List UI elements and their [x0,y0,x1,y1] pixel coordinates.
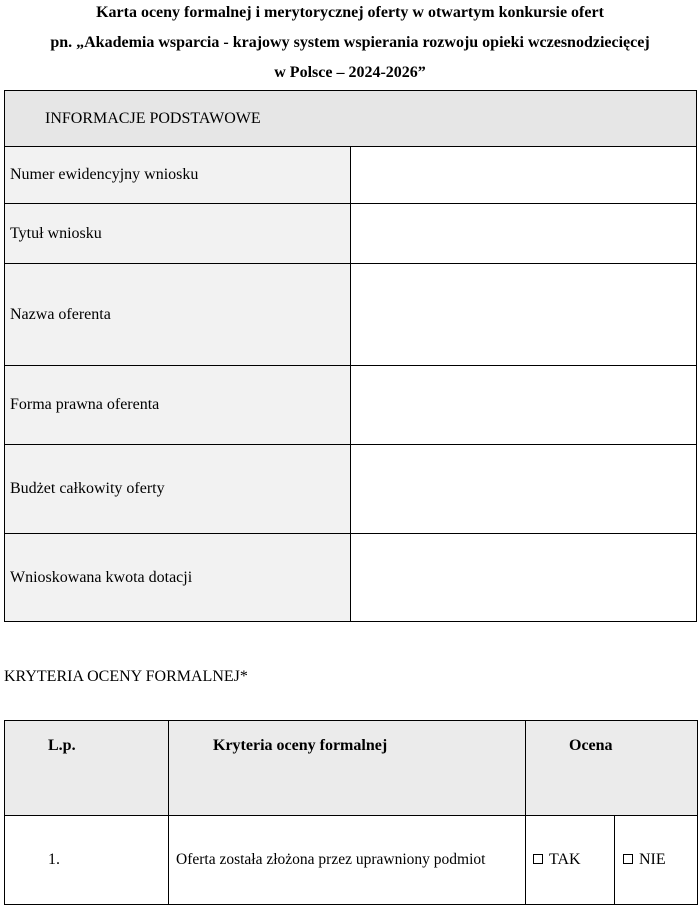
option-yes[interactable] [526,816,615,905]
header-rating: Ocena [526,721,698,816]
field-requested-amount[interactable] [351,534,697,622]
label-application-number: Numer ewidencyjny wniosku [5,147,351,204]
title-line-3: w Polsce – 2024-2026” [274,64,426,81]
label-legal-form: Forma prawna oferenta [5,366,351,445]
basic-info-header: INFORMACJE PODSTAWOWE [5,91,697,147]
header-lp: L.p. [5,721,169,816]
basic-info-table [4,90,697,622]
header-criteria: Kryteria oceny formalnej [169,721,526,816]
field-legal-form[interactable] [351,366,697,445]
label-total-budget: Budżet całkowity oferty [5,445,351,534]
checkbox-icon[interactable] [623,854,633,864]
field-applicant-name[interactable] [351,264,697,366]
label-requested-amount: Wnioskowana kwota dotacji [5,534,351,622]
option-no[interactable] [615,816,698,905]
field-application-number[interactable] [351,147,697,204]
field-application-title[interactable] [351,204,697,264]
title-line-2: pn. „Akademia wsparcia - krajowy system wspierania rozwoju opieki wczesnodziecięcej [50,34,650,51]
label-application-title: Tytuł wniosku [5,204,351,264]
field-total-budget[interactable] [351,445,697,534]
option-yes-label: TAK [549,851,581,868]
table-row [5,816,698,905]
checkbox-icon[interactable] [533,854,543,864]
formal-criteria-title: KRYTERIA OCENY FORMALNEJ* [4,668,248,685]
title-line-1: Karta oceny formalnej i merytorycznej oferty w otwartym konkursie ofert [96,4,604,21]
label-applicant-name: Nazwa oferenta [5,264,351,366]
option-no-label: NIE [639,851,666,868]
criterion-text: Oferta została złożona przez uprawniony podmiot [169,816,526,905]
formal-criteria-table [4,720,698,905]
row-number: 1. [5,816,169,905]
